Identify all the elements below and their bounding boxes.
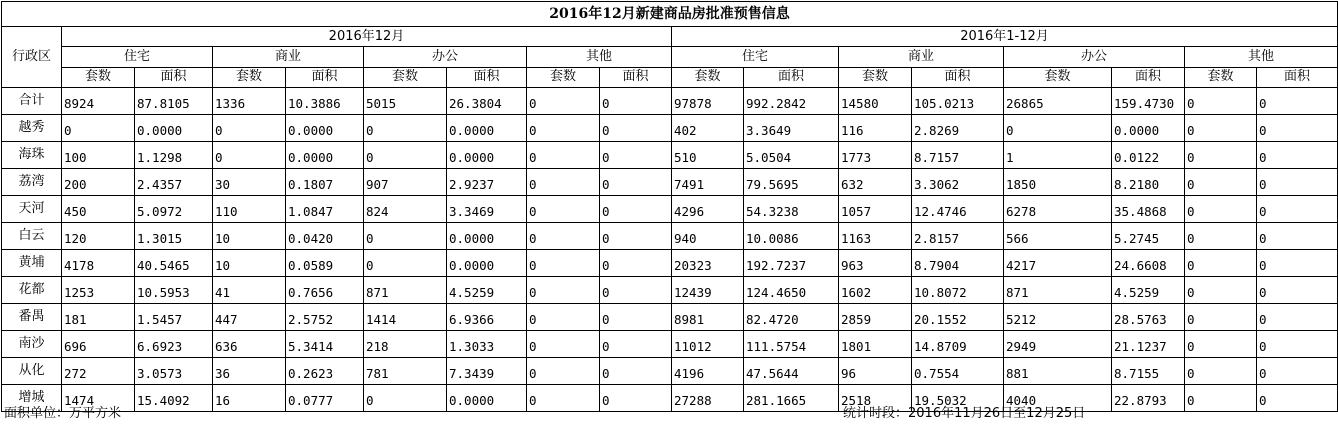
area-header: 面积	[447, 67, 527, 87]
units-cell: 1602	[839, 277, 912, 304]
units-cell: 0	[1185, 250, 1257, 277]
units-cell: 4217	[1004, 250, 1112, 277]
area-cell: 0.1807	[286, 169, 364, 196]
units-cell: 36	[213, 358, 286, 385]
area-cell: 1.1298	[135, 142, 213, 169]
area-cell: 0	[1257, 304, 1338, 331]
area-cell: 54.3238	[744, 196, 839, 223]
area-cell: 0	[1257, 196, 1338, 223]
units-cell: 12439	[672, 277, 744, 304]
area-cell: 281.1665	[744, 385, 839, 412]
area-cell: 0	[600, 358, 672, 385]
category-header: 商业	[839, 47, 1004, 67]
units-cell: 402	[672, 115, 744, 142]
units-cell: 181	[62, 304, 135, 331]
units-cell: 120	[62, 223, 135, 250]
area-cell: 2.9237	[447, 169, 527, 196]
area-cell: 3.3469	[447, 196, 527, 223]
units-cell: 1	[1004, 142, 1112, 169]
area-header: 面积	[1257, 67, 1338, 87]
category-header: 商业	[213, 47, 364, 67]
units-header: 套数	[527, 67, 600, 87]
table-row	[2, 250, 1338, 277]
area-cell: 0	[1257, 169, 1338, 196]
units-cell: 30	[213, 169, 286, 196]
units-cell: 0	[527, 88, 600, 115]
area-cell: 0.0589	[286, 250, 364, 277]
area-cell: 0.0000	[447, 115, 527, 142]
area-unit-note: 面积单位：万平方米	[4, 406, 122, 421]
area-cell: 0.0000	[447, 385, 527, 412]
units-cell: 10	[213, 250, 286, 277]
table-row	[2, 385, 1338, 412]
units-cell: 1253	[62, 277, 135, 304]
units-cell: 940	[672, 223, 744, 250]
units-cell: 97878	[672, 88, 744, 115]
units-cell: 636	[213, 331, 286, 358]
table-row	[2, 331, 1338, 358]
area-cell: 8.7155	[1112, 358, 1185, 385]
area-cell: 21.1237	[1112, 331, 1185, 358]
area-cell: 0	[1257, 250, 1338, 277]
units-header: 套数	[62, 67, 135, 87]
units-cell: 0	[527, 304, 600, 331]
area-header: 面积	[600, 67, 672, 87]
area-cell: 0	[1257, 142, 1338, 169]
units-cell: 0	[527, 358, 600, 385]
units-cell: 0	[1185, 142, 1257, 169]
units-cell: 11012	[672, 331, 744, 358]
units-cell: 0	[1185, 88, 1257, 115]
area-cell: 1.3015	[135, 223, 213, 250]
area-cell: 10.0086	[744, 223, 839, 250]
units-cell: 0	[1185, 385, 1257, 412]
area-cell: 10.5953	[135, 277, 213, 304]
units-cell: 110	[213, 196, 286, 223]
area-cell: 26.3804	[447, 88, 527, 115]
units-cell: 0	[364, 115, 447, 142]
units-cell: 16	[213, 385, 286, 412]
area-cell: 0	[1257, 331, 1338, 358]
area-cell: 105.0213	[912, 88, 1004, 115]
units-cell: 2949	[1004, 331, 1112, 358]
units-cell: 0	[213, 115, 286, 142]
table-title: 2016年12月新建商品房批准预售信息	[2, 2, 1338, 27]
units-cell: 0	[1185, 223, 1257, 250]
area-cell: 192.7237	[744, 250, 839, 277]
units-cell: 0	[527, 223, 600, 250]
presale-table	[1, 1, 1338, 412]
units-cell: 781	[364, 358, 447, 385]
district-cell: 荔湾	[2, 169, 62, 196]
area-cell: 3.3062	[912, 169, 1004, 196]
table-row	[2, 277, 1338, 304]
area-cell: 0.0000	[135, 115, 213, 142]
area-cell: 47.5644	[744, 358, 839, 385]
units-cell: 0	[527, 331, 600, 358]
units-cell: 2859	[839, 304, 912, 331]
area-cell: 124.4650	[744, 277, 839, 304]
area-cell: 3.0573	[135, 358, 213, 385]
units-cell: 1163	[839, 223, 912, 250]
area-cell: 19.5032	[912, 385, 1004, 412]
units-cell: 96	[839, 358, 912, 385]
area-cell: 0	[600, 196, 672, 223]
units-cell: 1057	[839, 196, 912, 223]
area-cell: 6.9366	[447, 304, 527, 331]
district-cell: 越秀	[2, 115, 62, 142]
units-cell: 1850	[1004, 169, 1112, 196]
area-cell: 0	[600, 223, 672, 250]
district-cell: 番禺	[2, 304, 62, 331]
area-cell: 0.0000	[447, 223, 527, 250]
category-header-row	[2, 47, 1338, 67]
area-cell: 82.4720	[744, 304, 839, 331]
area-cell: 2.4357	[135, 169, 213, 196]
units-cell: 0	[1185, 169, 1257, 196]
table-row	[2, 88, 1338, 115]
area-cell: 0	[1257, 88, 1338, 115]
district-cell: 合计	[2, 88, 62, 115]
area-cell: 4.5259	[447, 277, 527, 304]
area-cell: 0	[1257, 277, 1338, 304]
area-cell: 2.8269	[912, 115, 1004, 142]
units-cell: 0	[527, 196, 600, 223]
area-cell: 15.4092	[135, 385, 213, 412]
units-header: 套数	[839, 67, 912, 87]
table-row	[2, 196, 1338, 223]
area-cell: 5.0972	[135, 196, 213, 223]
area-cell: 0	[600, 331, 672, 358]
district-cell: 海珠	[2, 142, 62, 169]
table-row	[2, 223, 1338, 250]
area-cell: 0.0420	[286, 223, 364, 250]
units-cell: 0	[364, 250, 447, 277]
area-cell: 7.3439	[447, 358, 527, 385]
area-cell: 79.5695	[744, 169, 839, 196]
area-cell: 0.7554	[912, 358, 1004, 385]
units-cell: 2518	[839, 385, 912, 412]
area-cell: 0	[600, 277, 672, 304]
units-cell: 0	[213, 142, 286, 169]
district-cell: 黄埔	[2, 250, 62, 277]
area-cell: 0	[600, 88, 672, 115]
area-cell: 0	[600, 169, 672, 196]
units-cell: 4040	[1004, 385, 1112, 412]
area-cell: 0	[1257, 223, 1338, 250]
units-header: 套数	[213, 67, 286, 87]
category-header: 其他	[527, 47, 672, 67]
category-header: 住宅	[672, 47, 839, 67]
units-cell: 7491	[672, 169, 744, 196]
units-cell: 1474	[62, 385, 135, 412]
subheader-row	[2, 67, 1338, 87]
area-header: 面积	[135, 67, 213, 87]
units-cell: 632	[839, 169, 912, 196]
units-cell: 0	[1185, 196, 1257, 223]
area-cell: 4.5259	[1112, 277, 1185, 304]
table-row	[2, 304, 1338, 331]
area-cell: 0.2623	[286, 358, 364, 385]
area-cell: 0.0000	[447, 142, 527, 169]
units-cell: 26865	[1004, 88, 1112, 115]
area-cell: 10.8072	[912, 277, 1004, 304]
area-cell: 40.5465	[135, 250, 213, 277]
units-cell: 907	[364, 169, 447, 196]
units-cell: 27288	[672, 385, 744, 412]
area-cell: 8.2180	[1112, 169, 1185, 196]
units-cell: 8981	[672, 304, 744, 331]
table-row	[2, 115, 1338, 142]
units-cell: 41	[213, 277, 286, 304]
units-cell: 510	[672, 142, 744, 169]
district-header: 行政区	[2, 27, 62, 88]
category-header: 住宅	[62, 47, 213, 67]
units-header: 套数	[364, 67, 447, 87]
area-cell: 0	[600, 142, 672, 169]
area-cell: 111.5754	[744, 331, 839, 358]
category-header: 办公	[1004, 47, 1185, 67]
units-cell: 963	[839, 250, 912, 277]
area-cell: 87.8105	[135, 88, 213, 115]
units-cell: 0	[364, 385, 447, 412]
area-header: 面积	[744, 67, 839, 87]
area-cell: 5.0504	[744, 142, 839, 169]
area-cell: 2.8157	[912, 223, 1004, 250]
area-cell: 159.4730	[1112, 88, 1185, 115]
units-cell: 20323	[672, 250, 744, 277]
area-cell: 0	[1257, 385, 1338, 412]
period-month-header: 2016年12月	[62, 27, 672, 47]
area-cell: 0.0000	[447, 250, 527, 277]
units-cell: 0	[1185, 115, 1257, 142]
area-cell: 0.0122	[1112, 142, 1185, 169]
area-cell: 992.2842	[744, 88, 839, 115]
area-cell: 5.2745	[1112, 223, 1185, 250]
area-cell: 0	[1257, 115, 1338, 142]
units-header: 套数	[1185, 67, 1257, 87]
units-cell: 4296	[672, 196, 744, 223]
area-cell: 0	[600, 385, 672, 412]
units-cell: 1414	[364, 304, 447, 331]
table-row	[2, 142, 1338, 169]
area-cell: 0	[600, 115, 672, 142]
table-row	[2, 358, 1338, 385]
category-header: 其他	[1185, 47, 1338, 67]
area-cell: 0.7656	[286, 277, 364, 304]
area-cell: 22.8793	[1112, 385, 1185, 412]
area-cell: 0	[600, 304, 672, 331]
units-cell: 4178	[62, 250, 135, 277]
statistics-period-note: 统计时段：2016年11月26日至12月25日	[843, 406, 1086, 421]
units-cell: 218	[364, 331, 447, 358]
units-cell: 0	[364, 223, 447, 250]
units-cell: 4196	[672, 358, 744, 385]
area-cell: 35.4868	[1112, 196, 1185, 223]
area-header: 面积	[1112, 67, 1185, 87]
units-cell: 1336	[213, 88, 286, 115]
area-cell: 0.0000	[1112, 115, 1185, 142]
area-cell: 6.6923	[135, 331, 213, 358]
units-cell: 272	[62, 358, 135, 385]
period-ytd-header: 2016年1-12月	[672, 27, 1338, 47]
area-cell: 24.6608	[1112, 250, 1185, 277]
area-cell: 12.4746	[912, 196, 1004, 223]
units-cell: 0	[527, 142, 600, 169]
units-cell: 6278	[1004, 196, 1112, 223]
area-cell: 0.0777	[286, 385, 364, 412]
units-cell: 0	[527, 115, 600, 142]
area-cell: 0.0000	[286, 115, 364, 142]
area-cell: 5.3414	[286, 331, 364, 358]
units-cell: 14580	[839, 88, 912, 115]
units-cell: 100	[62, 142, 135, 169]
units-cell: 871	[1004, 277, 1112, 304]
units-cell: 5212	[1004, 304, 1112, 331]
units-cell: 0	[527, 277, 600, 304]
units-cell: 0	[1185, 304, 1257, 331]
units-cell: 0	[1185, 277, 1257, 304]
units-cell: 0	[527, 169, 600, 196]
units-cell: 0	[527, 385, 600, 412]
units-cell: 8924	[62, 88, 135, 115]
area-cell: 28.5763	[1112, 304, 1185, 331]
units-cell: 450	[62, 196, 135, 223]
units-header: 套数	[1004, 67, 1112, 87]
units-cell: 0	[1185, 331, 1257, 358]
units-cell: 0	[1004, 115, 1112, 142]
units-cell: 696	[62, 331, 135, 358]
area-cell: 8.7157	[912, 142, 1004, 169]
units-cell: 871	[364, 277, 447, 304]
area-cell: 8.7904	[912, 250, 1004, 277]
units-cell: 566	[1004, 223, 1112, 250]
area-cell: 20.1552	[912, 304, 1004, 331]
units-cell: 1801	[839, 331, 912, 358]
units-cell: 0	[364, 142, 447, 169]
table-row	[2, 169, 1338, 196]
units-cell: 0	[62, 115, 135, 142]
category-header: 办公	[364, 47, 527, 67]
area-cell: 2.5752	[286, 304, 364, 331]
area-cell: 0	[1257, 358, 1338, 385]
units-cell: 447	[213, 304, 286, 331]
area-cell: 1.0847	[286, 196, 364, 223]
district-cell: 增城	[2, 385, 62, 412]
district-cell: 南沙	[2, 331, 62, 358]
area-cell: 1.5457	[135, 304, 213, 331]
area-header: 面积	[912, 67, 1004, 87]
units-cell: 116	[839, 115, 912, 142]
units-header: 套数	[672, 67, 744, 87]
district-cell: 花都	[2, 277, 62, 304]
units-cell: 10	[213, 223, 286, 250]
units-cell: 1773	[839, 142, 912, 169]
units-cell: 5015	[364, 88, 447, 115]
units-cell: 881	[1004, 358, 1112, 385]
area-header: 面积	[286, 67, 364, 87]
area-cell: 3.3649	[744, 115, 839, 142]
area-cell: 1.3033	[447, 331, 527, 358]
district-cell: 白云	[2, 223, 62, 250]
units-cell: 824	[364, 196, 447, 223]
district-cell: 天河	[2, 196, 62, 223]
units-cell: 0	[1185, 358, 1257, 385]
district-cell: 从化	[2, 358, 62, 385]
area-cell: 0.0000	[286, 142, 364, 169]
units-cell: 0	[527, 250, 600, 277]
area-cell: 0	[600, 250, 672, 277]
area-cell: 10.3886	[286, 88, 364, 115]
units-cell: 200	[62, 169, 135, 196]
area-cell: 14.8709	[912, 331, 1004, 358]
